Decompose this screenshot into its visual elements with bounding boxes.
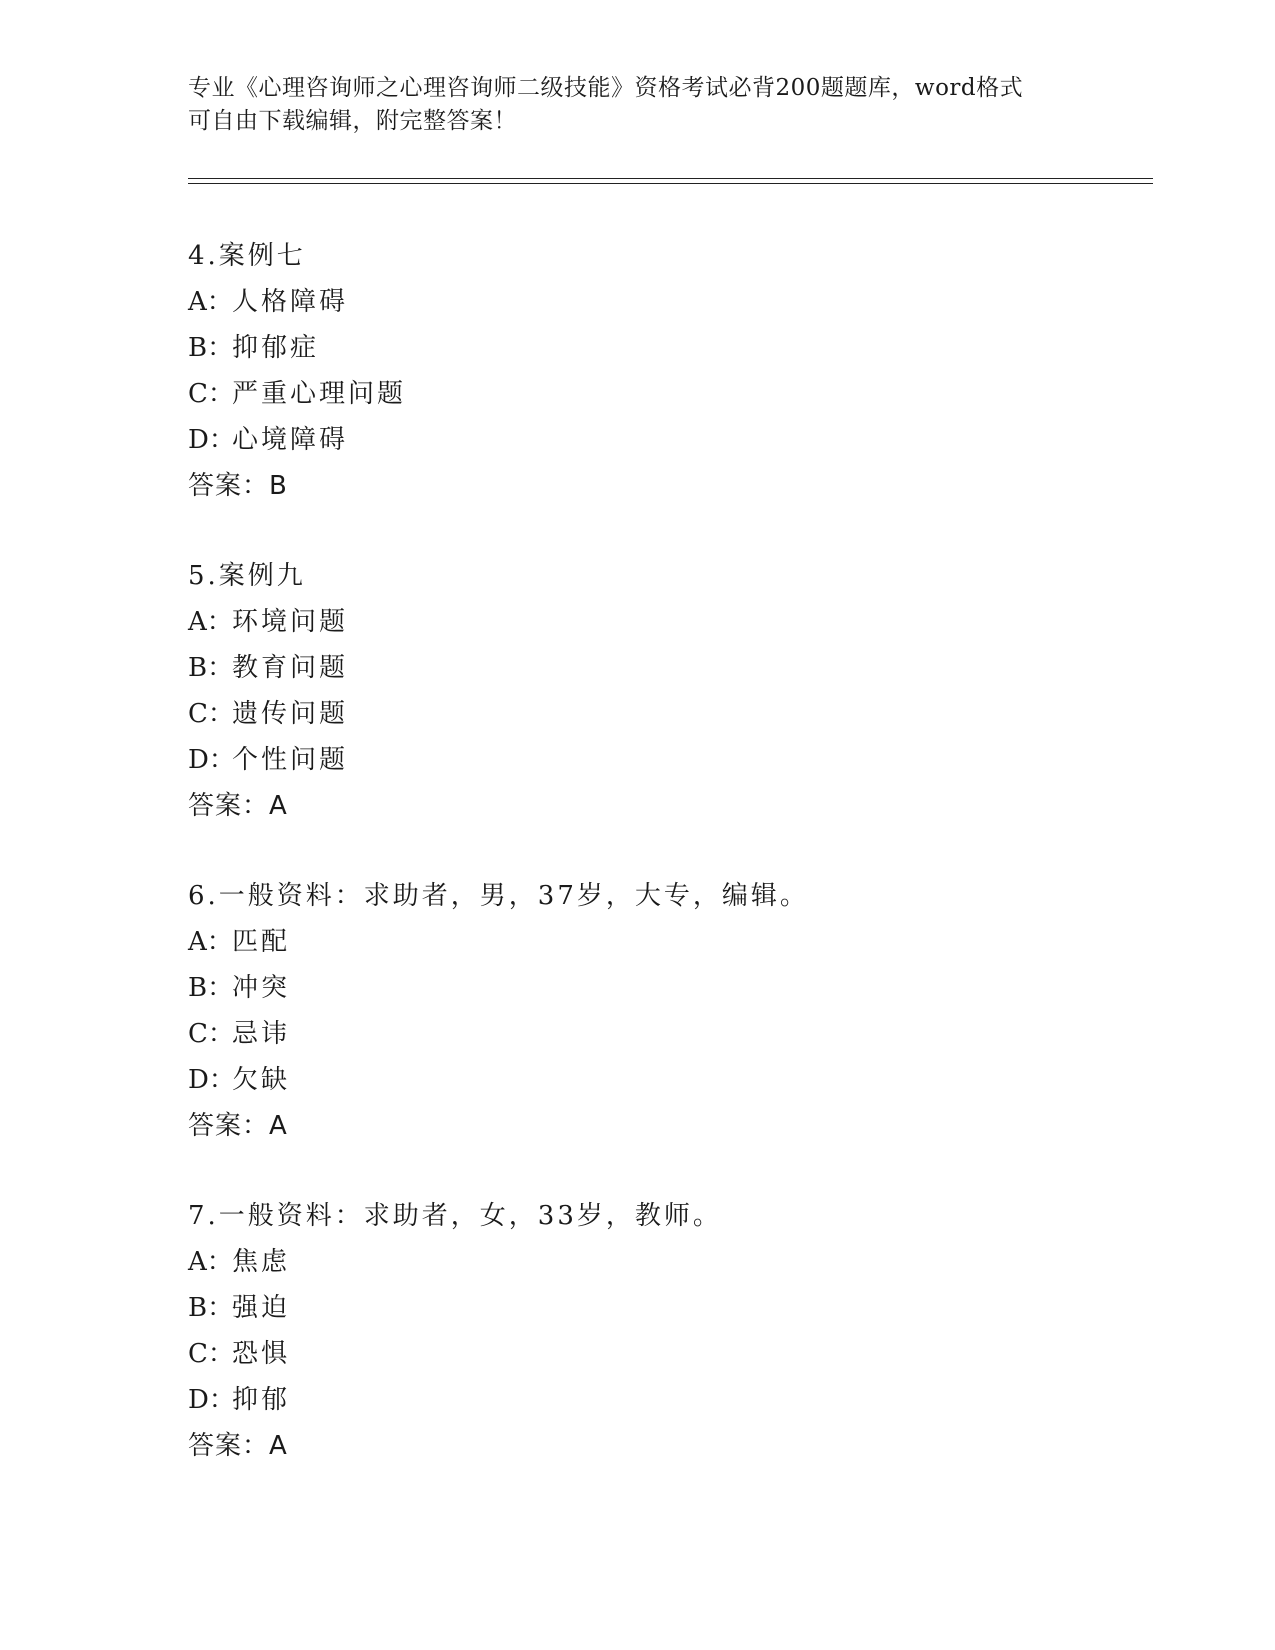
- document-header: [188, 72, 1088, 138]
- option-text: 遗传问题: [232, 699, 349, 729]
- header-divider-bottom: [188, 183, 1153, 184]
- option-key: C：: [188, 1019, 234, 1049]
- option-d: [188, 737, 1148, 783]
- option-c: [188, 1011, 1148, 1057]
- option-key: A：: [188, 1247, 233, 1277]
- option-a: [188, 919, 1148, 965]
- option-b: [188, 1285, 1148, 1331]
- option-text: 严重心理问题: [232, 379, 407, 409]
- answer: 答案：A: [188, 1431, 288, 1461]
- option-text: 抑郁症: [232, 333, 320, 363]
- header-line-2: 可自由下载编辑，附完整答案！: [188, 108, 517, 134]
- option-key: B：: [188, 333, 234, 363]
- option-b: [188, 325, 1148, 371]
- option-text: 环境问题: [232, 607, 349, 637]
- question-stem: 4.案例七: [188, 241, 306, 271]
- option-c: [188, 371, 1148, 417]
- option-text: 抑郁: [232, 1385, 291, 1415]
- option-key: D：: [188, 1065, 235, 1095]
- option-key: D：: [188, 745, 235, 775]
- option-b: [188, 965, 1148, 1011]
- question-list: [188, 233, 1148, 1513]
- option-key: C：: [188, 1339, 234, 1369]
- option-key: C：: [188, 379, 234, 409]
- option-d: [188, 1057, 1148, 1103]
- header-line-1: 专业《心理咨询师之心理咨询师二级技能》资格考试必背200题题库，word格式: [188, 75, 1024, 101]
- question-stem: 7.一般资料：求助者，女，33岁，教师。: [188, 1201, 722, 1231]
- header-divider-top: [188, 178, 1153, 179]
- option-text: 强迫: [232, 1293, 291, 1323]
- question-5: [188, 553, 1148, 873]
- option-key: B：: [188, 1293, 234, 1323]
- question-6: [188, 873, 1148, 1193]
- answer: 答案：A: [188, 1111, 288, 1141]
- answer: 答案：A: [188, 791, 288, 821]
- option-text: 欠缺: [232, 1065, 291, 1095]
- option-text: 忌讳: [232, 1019, 291, 1049]
- option-key: A：: [188, 287, 233, 317]
- option-key: A：: [188, 607, 233, 637]
- option-text: 匹配: [232, 927, 291, 957]
- option-key: C：: [188, 699, 234, 729]
- option-text: 教育问题: [232, 653, 349, 683]
- option-d: [188, 417, 1148, 463]
- option-key: A：: [188, 927, 233, 957]
- question-stem: 6.一般资料：求助者，男，37岁，大专，编辑。: [188, 881, 809, 911]
- option-text: 焦虑: [232, 1247, 291, 1277]
- option-b: [188, 645, 1148, 691]
- answer: 答案：B: [188, 471, 288, 501]
- option-a: [188, 599, 1148, 645]
- option-key: D：: [188, 425, 235, 455]
- option-c: [188, 1331, 1148, 1377]
- option-text: 人格障碍: [232, 287, 349, 317]
- question-7: [188, 1193, 1148, 1513]
- question-stem: 5.案例九: [188, 561, 306, 591]
- option-key: B：: [188, 653, 234, 683]
- option-a: [188, 279, 1148, 325]
- option-a: [188, 1239, 1148, 1285]
- option-c: [188, 691, 1148, 737]
- option-text: 心境障碍: [232, 425, 349, 455]
- option-d: [188, 1377, 1148, 1423]
- option-text: 冲突: [232, 973, 291, 1003]
- question-4: [188, 233, 1148, 553]
- option-key: D：: [188, 1385, 235, 1415]
- option-text: 个性问题: [232, 745, 349, 775]
- option-text: 恐惧: [232, 1339, 291, 1369]
- option-key: B：: [188, 973, 234, 1003]
